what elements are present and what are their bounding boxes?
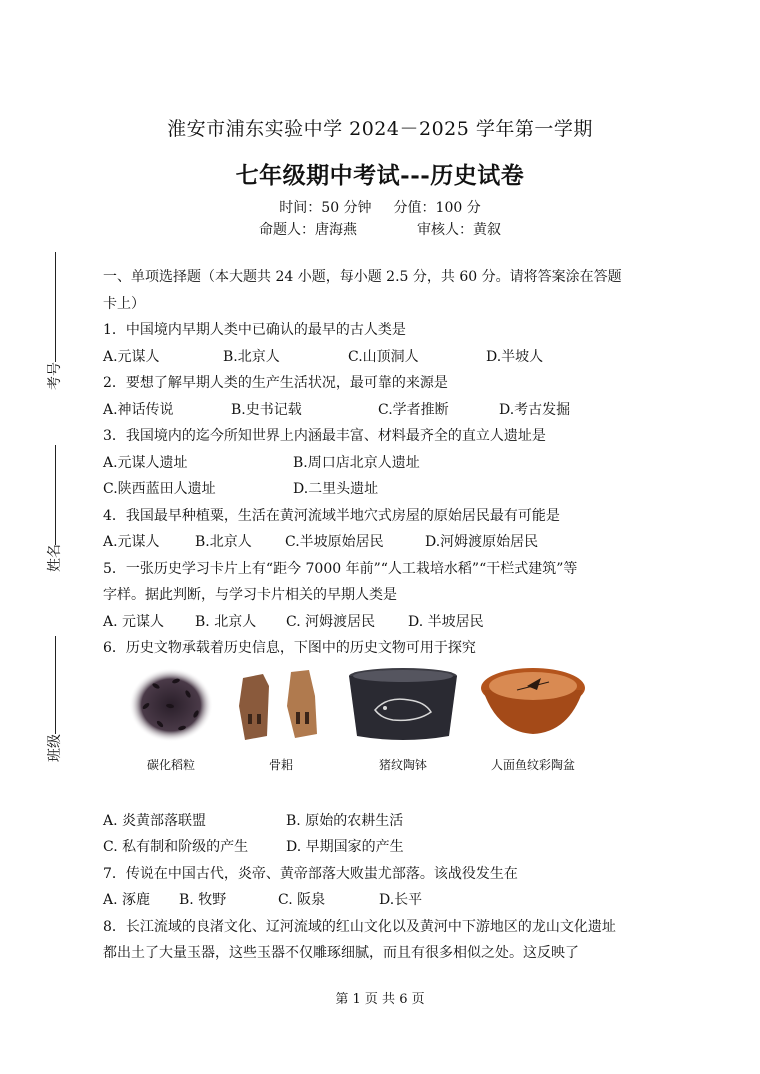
option-d: D.考古发掘 [499,401,571,418]
option-d: D.半坡人 [486,348,544,365]
option-c: C.山顶洞人 [348,348,419,365]
question-8-stem-cont: 都出土了大量玉器，这些玉器不仅雕琢细腻，而且有很多相似之处。这反映了 [103,945,579,961]
exam-author: 命题人：唐海燕 [259,222,357,238]
option-b: B.周口店北京人遗址 [293,454,420,471]
question-8-stem: 8．长江流域的良渚文化、辽河流域的红山文化以及黄河中下游地区的龙山文化遗址 [103,918,616,935]
question-2-stem: 2．要想了解早期人类的生产生活状况，最可靠的来源是 [103,375,448,391]
question-2-options [103,397,663,424]
option-c: C. 河姆渡居民 [286,613,376,630]
option-d: D.长平 [379,892,423,908]
side-label-name: 姓名 [47,544,63,572]
question-5-stem: 5．一张历史学习卡片上有“距今 7000 年前”“人工栽培水稻”“干栏式建筑”等 [103,560,578,577]
figure-carbonized-rice [121,666,221,773]
name-line [55,445,56,545]
option-a: A. 元谋人 [103,613,165,630]
option-c: C. 私有制和阶级的产生 [103,839,249,855]
section-instructions-cont: 卡上） [103,295,145,312]
figure-caption: 人面鱼纹彩陶盆 [490,757,575,772]
exam-no-line [55,252,56,362]
fish-basin-image [477,666,589,744]
figure-caption: 碳化稻粒 [146,757,195,772]
question-6-stem: 6．历史文物承载着历史信息，下图中的历史文物可用于探究 [103,640,476,656]
option-b: B. 牧野 [179,892,227,908]
exam-info-time-score [0,197,760,217]
option-b: B.北京人 [195,534,252,550]
option-b: B.史书记载 [231,401,302,418]
question-7-options [103,887,663,914]
option-b: B.北京人 [223,348,280,365]
option-c: C.半坡原始居民 [285,534,384,550]
option-a: A. 涿鹿 [103,892,151,908]
question-3-stem: 3．我国境内的迄今所知世界上内涵最丰富、材料最齐全的直立人遗址是 [103,428,546,444]
figure-caption: 猪纹陶钵 [378,757,427,772]
option-a: A.神话传说 [103,401,174,418]
question-6-options-ab [103,808,663,835]
question-4-options [103,529,663,556]
exam-score: 分值：100 分 [393,200,481,216]
option-a: A.元谋人 [103,534,160,550]
section-instructions: 一、单项选择题（本大题共 24 小题，每小题 2.5 分，共 60 分。请将答案涂在答题 [103,269,622,285]
exam-info-authors [0,219,760,239]
question-content [103,264,663,967]
question-3-options-ab [103,450,663,477]
question-1-stem: 1．中国境内早期人类中已确认的最早的古人类是 [103,322,406,338]
question-4-stem: 4．我国最早种植粟，生活在黄河流域半地穴式房屋的原始居民最有可能是 [103,507,560,524]
question-3-options-cd [103,476,663,503]
option-a: A. 炎黄部落联盟 [103,812,207,829]
question-5-options [103,609,663,636]
figure-bone-spade [231,666,331,773]
bone-spade-image [233,666,329,744]
option-c: C.学者推断 [378,401,449,418]
option-d: D.二里头遗址 [293,481,379,497]
figure-fish-basin [473,666,593,773]
option-d: D. 早期国家的产生 [286,839,404,855]
option-d: D. 半坡居民 [408,613,484,630]
exam-reviewer: 审核人：黄叙 [417,222,501,238]
exam-time: 时间：50 分钟 [279,200,372,216]
question-6-options-cd [103,834,663,861]
figure-caption: 骨耜 [268,757,293,772]
question-1-options [103,344,663,371]
question-7-stem: 7．传说在中国古代，炎帝、黄帝部落大败蚩尤部落。该战役发生在 [103,865,518,882]
carbonized-rice-image [126,666,216,744]
side-label-class: 班级 [47,734,63,762]
option-d: D.河姆渡原始居民 [425,534,539,550]
school-year-heading: 淮安市浦东实验中学 2024－2025 学年第一学期 [167,118,593,140]
exam-title: 七年级期中考试---历史试卷 [235,162,525,189]
option-a: A.元谋人遗址 [103,454,188,471]
option-c: C. 阪泉 [278,892,326,908]
artifact-figures [103,662,663,808]
side-label-exam-no: 考号 [47,362,63,390]
pig-bowl-image [347,666,459,744]
option-a: A.元谋人 [103,348,160,365]
page-number: 第 1 页 共 6 页 [335,992,425,1007]
option-b: B. 北京人 [195,613,257,630]
figure-pig-bowl [343,666,463,773]
option-c: C.陕西蓝田人遗址 [103,481,216,497]
question-5-stem-cont: 字样。据此判断，与学习卡片相关的早期人类是 [103,587,397,603]
class-line [55,636,56,734]
option-b: B. 原始的农耕生活 [286,812,404,829]
